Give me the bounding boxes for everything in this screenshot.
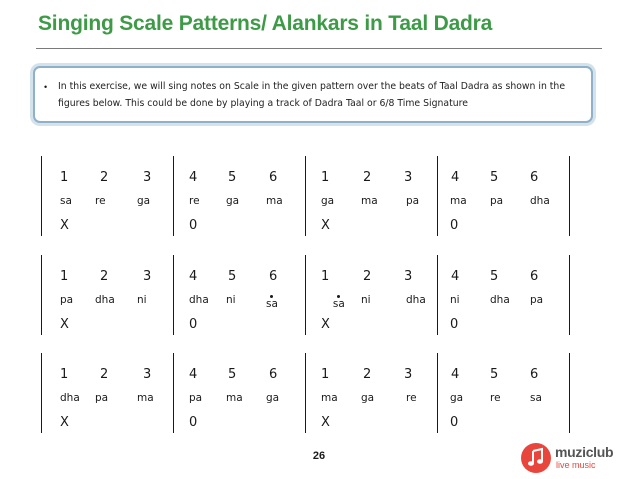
measure-bar xyxy=(173,156,174,236)
swara-note: ni xyxy=(226,294,236,306)
swara-note: ma xyxy=(266,195,283,207)
swara-note: re xyxy=(95,195,106,207)
swara-note: sa xyxy=(60,195,72,207)
taal-mark: 0 xyxy=(189,317,198,332)
measure-bar xyxy=(437,255,438,335)
swara-note: pa xyxy=(530,294,544,306)
swara-note: ma xyxy=(361,195,378,207)
title-divider xyxy=(36,48,602,49)
taal-mark: X xyxy=(60,317,69,332)
beat-number: 3 xyxy=(404,170,413,185)
beat-number: 4 xyxy=(451,170,460,185)
swara-note: ga xyxy=(226,195,240,207)
swara-note: ma xyxy=(450,195,467,207)
muziclub-logo xyxy=(521,440,631,476)
swara-note: dha xyxy=(530,195,550,207)
taal-mark: 0 xyxy=(450,317,459,332)
beat-number: 2 xyxy=(100,170,109,185)
beat-number: 2 xyxy=(100,269,109,284)
beat-number: 5 xyxy=(490,269,499,284)
slide-title: Singing Scale Patterns/ Alankars in Taal Dadra xyxy=(38,12,493,35)
measure-bar xyxy=(305,255,306,335)
beat-number: 6 xyxy=(530,170,539,185)
swara-note: sa xyxy=(530,392,542,404)
measure-bar xyxy=(569,353,570,433)
measure-bar xyxy=(305,353,306,433)
swara-note xyxy=(266,298,278,310)
swara-note: ni xyxy=(450,294,460,306)
taal-mark: 0 xyxy=(450,415,459,430)
measure-bar xyxy=(41,353,42,433)
beat-number: 2 xyxy=(363,367,372,382)
measure-bar xyxy=(569,255,570,335)
beat-number: 5 xyxy=(490,170,499,185)
swara-note: re xyxy=(189,195,200,207)
beat-number: 1 xyxy=(321,367,330,382)
measure-bar xyxy=(41,255,42,335)
taal-mark: 0 xyxy=(189,218,198,233)
beat-number: 3 xyxy=(143,269,152,284)
beat-number: 3 xyxy=(404,269,413,284)
swara-note-text: sa xyxy=(332,298,345,310)
swara-note: ga xyxy=(361,392,375,404)
beat-number: 6 xyxy=(530,367,539,382)
measure-bar xyxy=(305,156,306,236)
taal-mark: X xyxy=(60,415,69,430)
beat-number: 4 xyxy=(451,269,460,284)
beat-number: 1 xyxy=(60,269,69,284)
taal-mark: X xyxy=(321,218,330,233)
beat-number: 6 xyxy=(269,367,278,382)
beat-number: 6 xyxy=(269,269,278,284)
beat-number: 4 xyxy=(189,170,198,185)
taal-mark: X xyxy=(60,218,69,233)
beat-number: 6 xyxy=(269,170,278,185)
taal-mark: 0 xyxy=(450,218,459,233)
swara-note: ma xyxy=(137,392,154,404)
swara-note: pa xyxy=(490,195,504,207)
swara-note: re xyxy=(406,392,417,404)
beat-number: 5 xyxy=(228,170,237,185)
beat-number: 6 xyxy=(530,269,539,284)
taal-mark: X xyxy=(321,415,330,430)
swara-note: ma xyxy=(321,392,338,404)
logo-tagline: live music xyxy=(556,460,596,470)
beat-number: 3 xyxy=(143,367,152,382)
instructions-text: In this exercise, we will sing notes on Scale in the given pattern over the beats of Taal Dadra as shown in the figures below. This could be done by playing a track of Dadra Taal or 6/8 Time Signature xyxy=(58,81,566,109)
music-note-icon xyxy=(521,443,551,473)
swara-note: ga xyxy=(137,195,151,207)
taal-mark: X xyxy=(321,317,330,332)
swara-note-text: sa xyxy=(266,298,278,310)
measure-bar xyxy=(41,156,42,236)
beat-number: 5 xyxy=(228,367,237,382)
swara-note: ma xyxy=(226,392,243,404)
beat-number: 5 xyxy=(490,367,499,382)
beat-number: 3 xyxy=(404,367,413,382)
swara-note: pa xyxy=(60,294,74,306)
logo-name: muziclub xyxy=(555,444,614,460)
measure-bar xyxy=(173,353,174,433)
swara-note: ni xyxy=(361,294,371,306)
beat-number: 5 xyxy=(228,269,237,284)
measure-bar xyxy=(437,156,438,236)
swara-note: ga xyxy=(266,392,280,404)
swara-note: dha xyxy=(406,294,426,306)
beat-number: 2 xyxy=(363,269,372,284)
beat-number: 2 xyxy=(100,367,109,382)
beat-number: 3 xyxy=(143,170,152,185)
swara-note: pa xyxy=(189,392,203,404)
taal-mark: 0 xyxy=(189,415,198,430)
beat-number: 1 xyxy=(321,269,330,284)
bullet-icon: • xyxy=(44,82,48,92)
measure-bar xyxy=(173,255,174,335)
swara-note: dha xyxy=(60,392,80,404)
swara-note xyxy=(333,298,345,310)
instructions-box xyxy=(33,66,593,123)
swara-note: re xyxy=(490,392,501,404)
page-number: 26 xyxy=(312,450,326,462)
beat-number: 1 xyxy=(60,170,69,185)
beat-number: 4 xyxy=(189,269,198,284)
swara-note: ga xyxy=(321,195,335,207)
swara-note: ga xyxy=(450,392,464,404)
beat-number: 4 xyxy=(189,367,198,382)
swara-note: ni xyxy=(137,294,147,306)
swara-note: dha xyxy=(490,294,510,306)
swara-note: pa xyxy=(95,392,109,404)
beat-number: 1 xyxy=(321,170,330,185)
measure-bar xyxy=(569,156,570,236)
swara-note: dha xyxy=(189,294,209,306)
beat-number: 2 xyxy=(363,170,372,185)
beat-number: 4 xyxy=(451,367,460,382)
measure-bar xyxy=(437,353,438,433)
beat-number: 1 xyxy=(60,367,69,382)
swara-note: pa xyxy=(406,195,420,207)
swara-note: dha xyxy=(95,294,115,306)
